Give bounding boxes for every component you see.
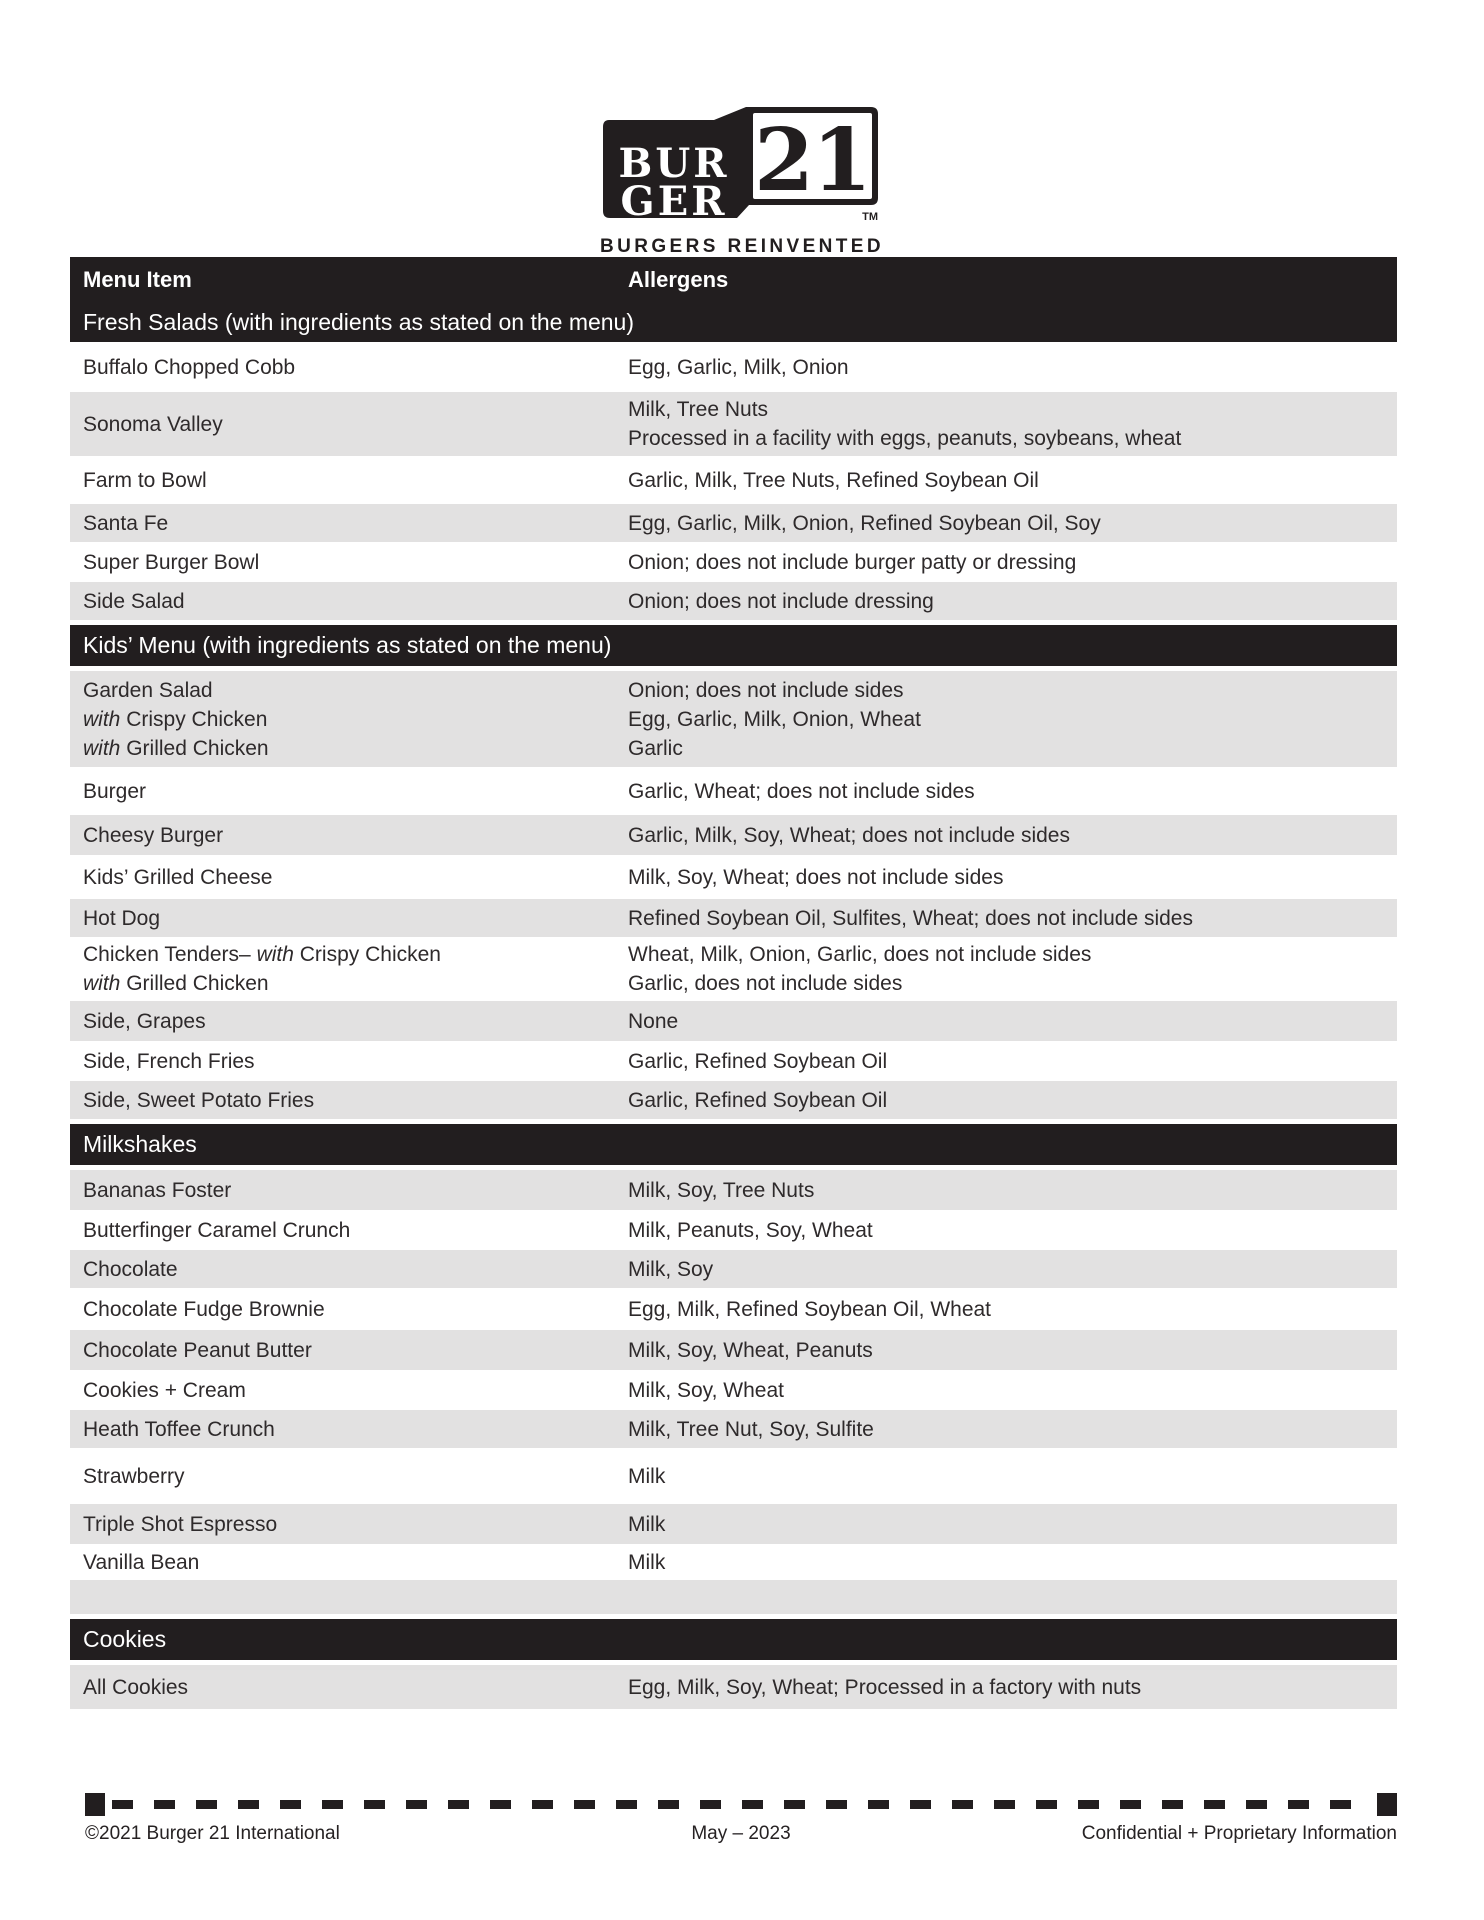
column-header-menu-item: Menu Item — [83, 266, 192, 292]
table-row — [70, 671, 1397, 767]
table-row — [70, 1665, 1397, 1709]
table-row — [70, 456, 1397, 504]
section-header-fresh-salads: Fresh Salads (with ingredients as stated on the menu) — [70, 302, 1397, 342]
menu-item-cell: Strawberry — [83, 1464, 185, 1488]
menu-item-cell: Side Salad — [83, 589, 185, 613]
table-row — [70, 392, 1397, 456]
menu-item-cell: Kids’ Grilled Cheese — [83, 865, 273, 889]
allergens-cell: Milk, Soy, Wheat — [628, 1378, 784, 1402]
allergens-cell: Onion; does not include sides Egg, Garlic, Milk, Onion, Wheat Garlic — [628, 678, 921, 760]
divider-left-endcap — [85, 1793, 105, 1816]
allergens-cell: Egg, Garlic, Milk, Onion — [628, 355, 849, 379]
menu-item-cell — [70, 1594, 628, 1600]
table-row — [70, 855, 1397, 899]
table-row — [70, 1448, 1397, 1504]
menu-item-cell: Side, Sweet Potato Fries — [83, 1088, 315, 1112]
table-row — [70, 1250, 1397, 1288]
allergens-cell: Milk — [628, 1464, 666, 1488]
menu-item-cell: Heath Toffee Crunch — [83, 1417, 275, 1441]
menu-item-cell: All Cookies — [83, 1675, 189, 1699]
allergens-cell: Garlic, Milk, Tree Nuts, Refined Soybean Oil — [628, 468, 1039, 492]
menu-item-cell: Side, Grapes — [83, 1009, 206, 1033]
allergens-cell: Garlic, Milk, Soy, Wheat; does not include sides — [628, 823, 1070, 847]
menu-item-cell: Hot Dog — [83, 906, 161, 930]
page-footer — [85, 1792, 1397, 1845]
table-row — [70, 1001, 1397, 1041]
menu-item-cell: Garden Salad with Crispy Chicken with Grilled Chicken — [83, 678, 269, 760]
menu-item-cell: Cookies + Cream — [83, 1378, 246, 1402]
footer-text-row — [85, 1823, 1397, 1845]
allergens-cell: Onion; does not include dressing — [628, 589, 934, 613]
allergens-cell: Garlic, Refined Soybean Oil — [628, 1049, 888, 1073]
table-row — [70, 1544, 1397, 1580]
menu-item-cell: Chicken Tenders– with Crispy Chicken with Grilled Chicken — [83, 943, 441, 995]
divider-dashes — [112, 1800, 1370, 1809]
allergens-cell: Wheat, Milk, Onion, Garlic, does not include sides Garlic, does not include sides — [628, 943, 1092, 995]
table-row — [70, 815, 1397, 855]
table-row — [70, 582, 1397, 620]
table-row — [70, 937, 1397, 1001]
menu-item-cell: Buffalo Chopped Cobb — [83, 355, 296, 379]
menu-item-cell: Bananas Foster — [83, 1178, 232, 1202]
table-row — [70, 504, 1397, 542]
column-header-row — [70, 257, 1397, 302]
menu-item-cell: Burger — [83, 779, 147, 803]
burger21-logo — [595, 95, 895, 260]
menu-item-cell: Chocolate — [83, 1257, 178, 1281]
table-row — [70, 1210, 1397, 1250]
column-header-allergens: Allergens — [628, 266, 729, 292]
allergens-cell: Milk — [628, 1550, 666, 1574]
allergens-cell: Garlic, Refined Soybean Oil — [628, 1088, 888, 1112]
menu-item-cell: Butterfinger Caramel Crunch — [83, 1218, 351, 1242]
allergens-cell: Egg, Garlic, Milk, Onion, Refined Soybean Oil, Soy — [628, 511, 1101, 535]
menu-item-cell: Santa Fe — [83, 511, 169, 535]
table-row-empty — [70, 1580, 1397, 1614]
table-row — [70, 1370, 1397, 1410]
menu-item-cell: Vanilla Bean — [83, 1550, 200, 1574]
table-row — [70, 342, 1397, 392]
footer-copyright: ©2021 Burger 21 International — [85, 1823, 340, 1844]
allergens-cell: Milk, Soy — [628, 1257, 714, 1281]
section-header-milkshakes: Milkshakes — [70, 1124, 1397, 1165]
menu-item-cell: Cheesy Burger — [83, 823, 224, 847]
allergen-table — [70, 257, 1397, 1709]
logo-number: 21 — [754, 110, 870, 211]
table-row — [70, 899, 1397, 937]
logo-word-line1: BUR — [618, 140, 730, 187]
allergens-cell: Milk, Tree Nut, Soy, Sulfite — [628, 1417, 874, 1441]
section-header-kids-menu: Kids’ Menu (with ingredients as stated on the menu) — [70, 625, 1397, 666]
menu-item-cell: Sonoma Valley — [83, 412, 223, 436]
allergens-cell: None — [628, 1009, 679, 1033]
divider-right-endcap — [1377, 1793, 1397, 1816]
allergens-cell: Milk — [628, 1512, 666, 1536]
table-row — [70, 1081, 1397, 1119]
allergens-cell: Refined Soybean Oil, Sulfites, Wheat; does not include sides — [628, 906, 1193, 930]
menu-item-cell: Super Burger Bowl — [83, 550, 260, 574]
allergens-cell: Onion; does not include burger patty or dressing — [628, 550, 1077, 574]
allergens-cell: Egg, Milk, Soy, Wheat; Processed in a factory with nuts — [628, 1675, 1142, 1699]
table-row — [70, 1288, 1397, 1330]
table-header-block — [70, 257, 1397, 342]
table-row — [70, 767, 1397, 815]
logo-trademark: TM — [862, 211, 878, 223]
allergens-cell — [628, 1594, 1397, 1600]
footer-confidential: Confidential + Proprietary Information — [1081, 1823, 1397, 1844]
allergens-cell: Milk, Soy, Wheat; does not include sides — [628, 865, 1004, 889]
logo-word-line2: GER — [620, 178, 728, 225]
table-row — [70, 1170, 1397, 1210]
section-header-cookies: Cookies — [70, 1619, 1397, 1660]
menu-item-cell: Triple Shot Espresso — [83, 1512, 278, 1536]
menu-item-cell: Chocolate Fudge Brownie — [83, 1297, 325, 1321]
menu-item-cell: Chocolate Peanut Butter — [83, 1338, 312, 1362]
allergens-cell: Milk, Soy, Tree Nuts — [628, 1178, 815, 1202]
menu-item-cell: Farm to Bowl — [83, 468, 207, 492]
table-row — [70, 1041, 1397, 1081]
menu-item-cell: Side, French Fries — [83, 1049, 255, 1073]
allergens-cell: Milk, Soy, Wheat, Peanuts — [628, 1338, 873, 1362]
logo-tagline: BURGERS REINVENTED — [600, 236, 884, 257]
allergens-cell: Milk, Tree Nuts Processed in a facility with eggs, peanuts, soybeans, wheat — [628, 398, 1182, 450]
allergens-cell: Garlic, Wheat; does not include sides — [628, 779, 975, 803]
table-row — [70, 542, 1397, 582]
table-row — [70, 1410, 1397, 1448]
allergens-cell: Milk, Peanuts, Soy, Wheat — [628, 1218, 873, 1242]
allergens-cell: Egg, Milk, Refined Soybean Oil, Wheat — [628, 1297, 992, 1321]
divider-dashed-line — [85, 1792, 1397, 1816]
table-row — [70, 1504, 1397, 1544]
footer-date: May – 2023 — [691, 1823, 791, 1844]
table-row — [70, 1330, 1397, 1370]
